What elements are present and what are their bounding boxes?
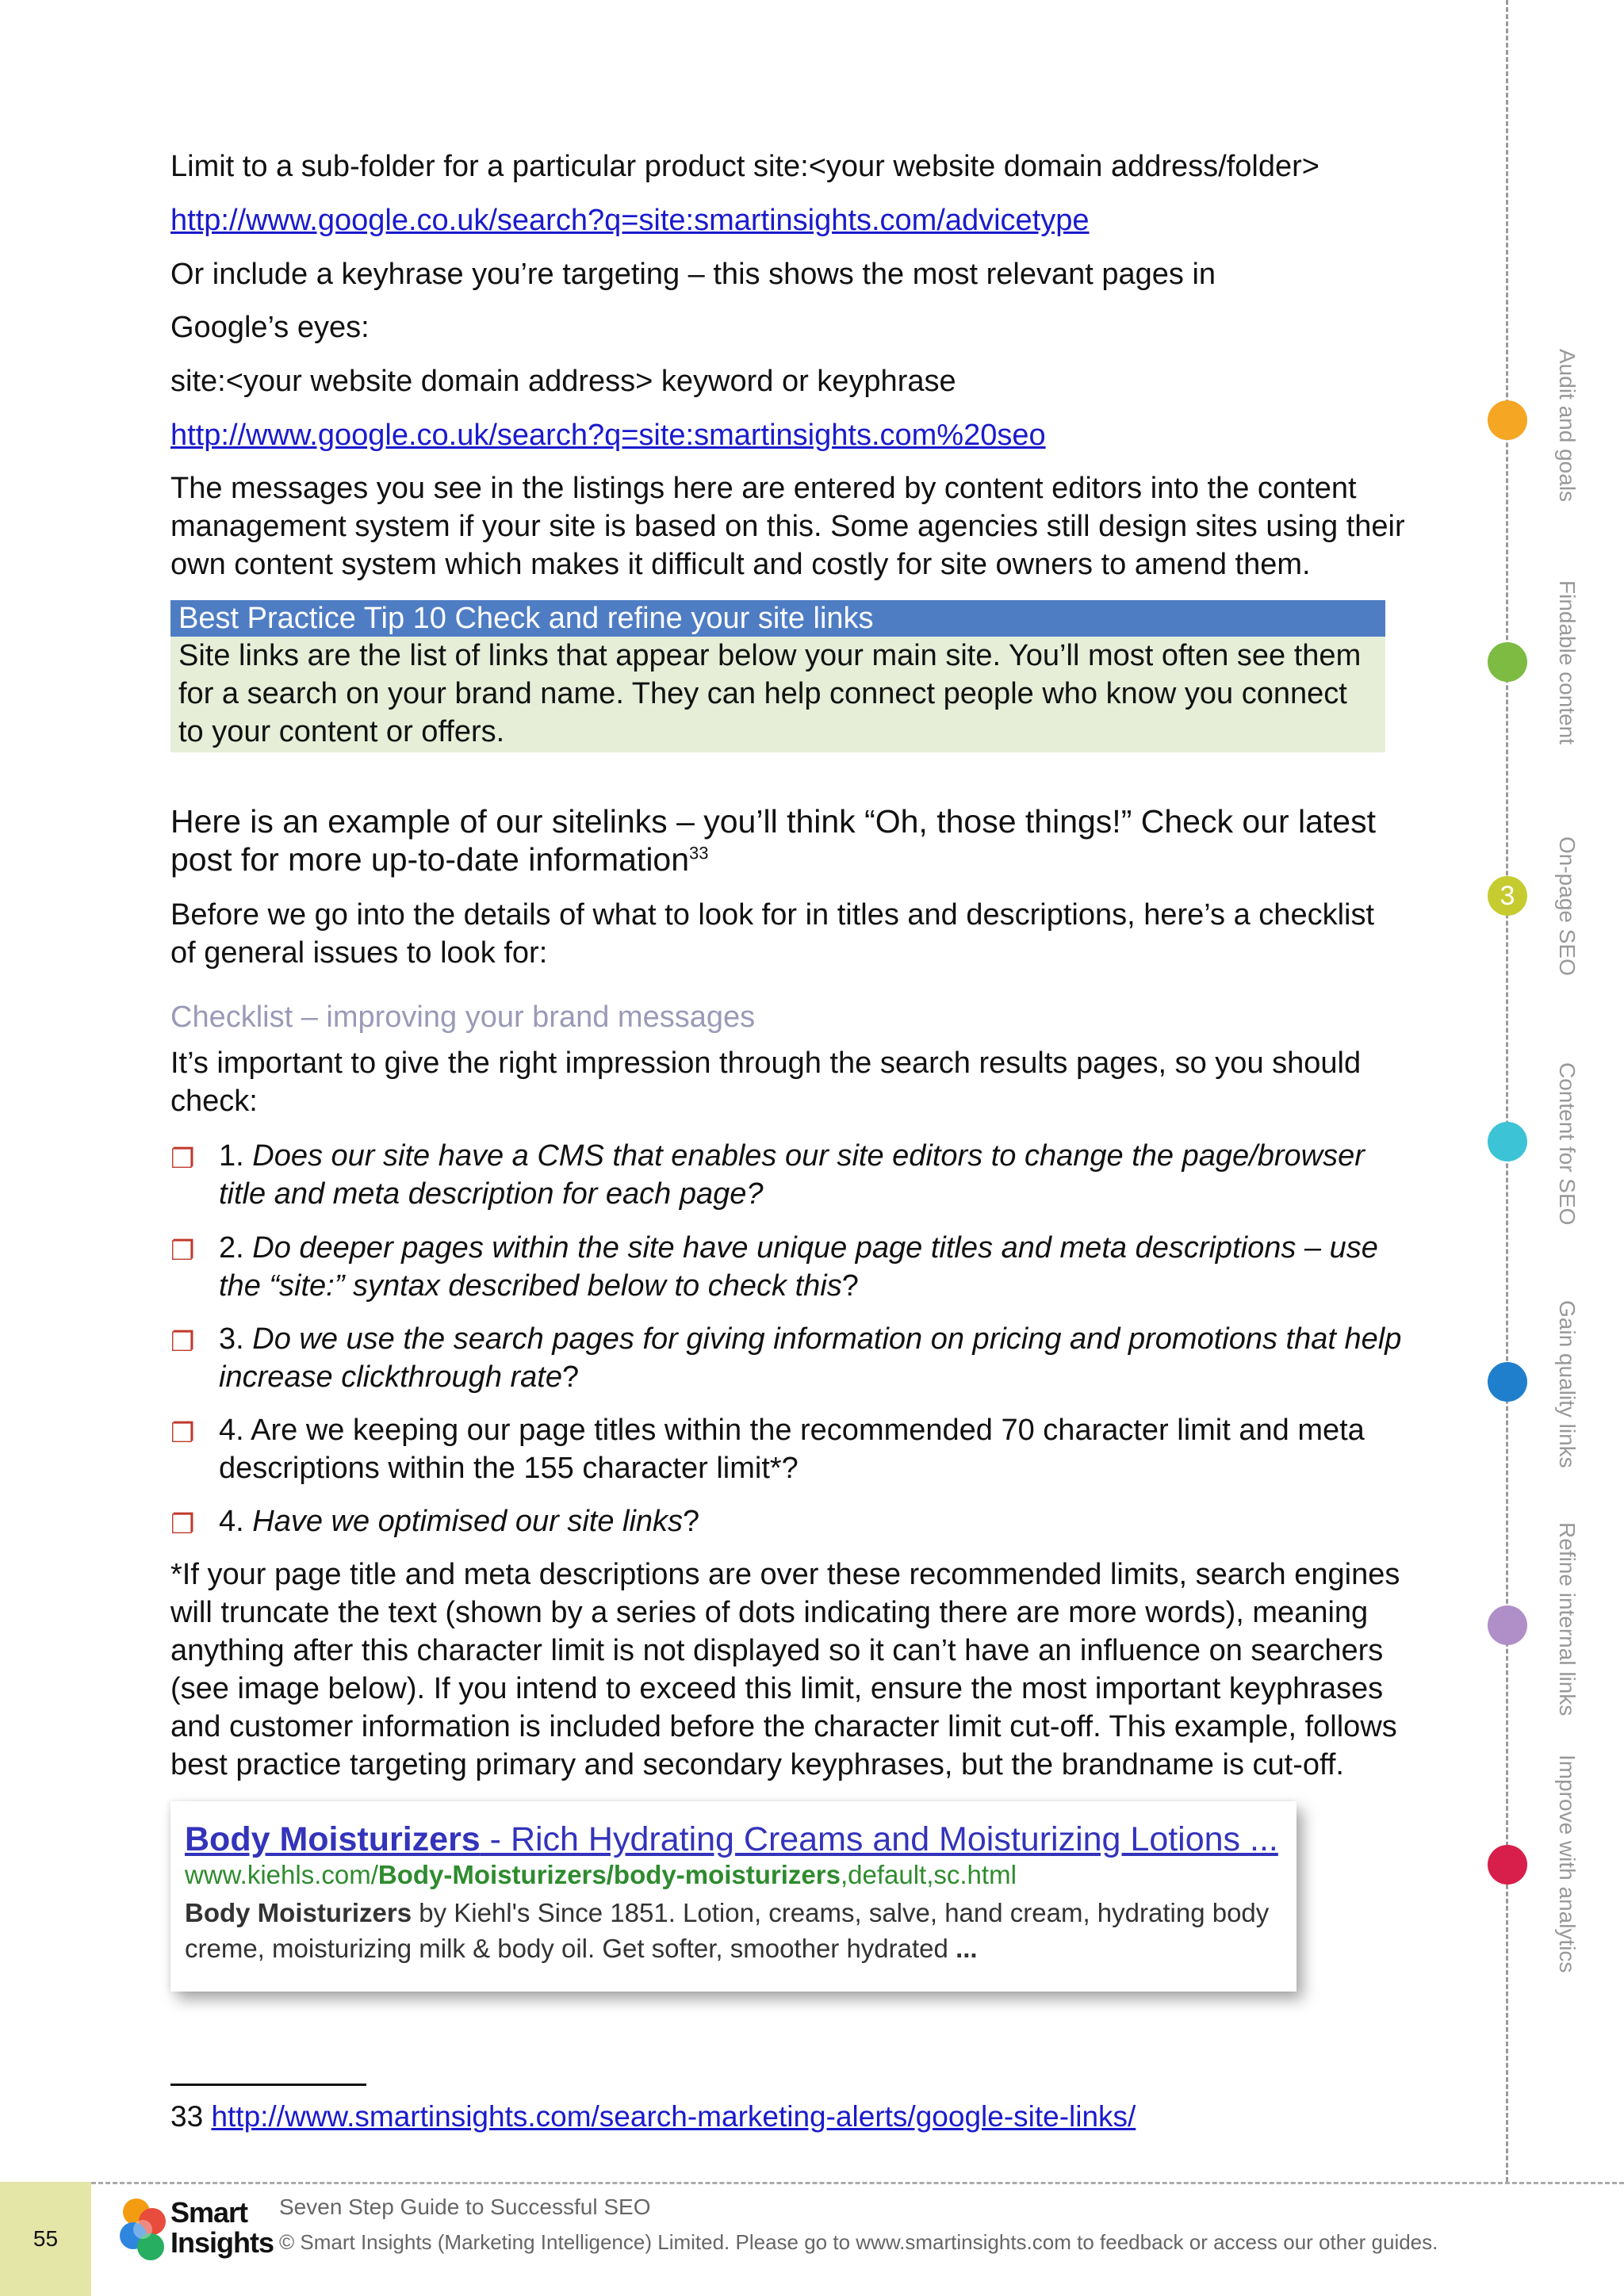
tip-text: Site links are the list of links that appear below your main site. You’ll most often see them for a search on your brand name. They can help connect people who know you connect to your content or offers. [170, 637, 1385, 752]
logo-line1: Smart [170, 2196, 248, 2229]
side-label-onpage[interactable]: On-page SEO [1555, 836, 1580, 976]
item-number: 3. [219, 1322, 244, 1356]
side-label-internal[interactable]: Refine internal links [1555, 1522, 1580, 1716]
serp-title-bold: Body Moisturizers [185, 1820, 481, 1858]
logo-line2: Insights [170, 2226, 274, 2259]
footnote-divider [170, 2084, 366, 2086]
item-question: Does our site have a CMS that enables our site editors to change the page/browser title and meta description for each page? [219, 1139, 1365, 1211]
google-seo-link[interactable]: http://www.google.co.uk/search?q=site:smartinsights.com%20seo [170, 419, 1046, 452]
step-4-dot[interactable] [1488, 1122, 1527, 1161]
serp-url-post: ,default,sc.html [840, 1860, 1017, 1889]
google-advicetype-link[interactable]: http://www.google.co.uk/search?q=site:smartinsights.com/advicetype [170, 204, 1090, 237]
item-question: Do we use the search pages for giving information on pricing and promotions that help increase clickthrough rate [219, 1322, 1402, 1394]
copyright: © Smart Insights (Marketing Intelligence) Limited. Please go to www.smartinsights.com to feedback or access our other guides. [279, 2230, 1438, 2254]
paragraph-link1 [170, 201, 1408, 239]
paragraph-site-syntax: site:<your website domain address> keyword or keyphrase [170, 365, 956, 398]
checklist-item [170, 1137, 1408, 1213]
step-6-dot[interactable] [1488, 1605, 1527, 1645]
checkbox-icon: ❐ [170, 1236, 195, 1266]
sitelinks-intro [170, 802, 1408, 878]
footer-divider [91, 2182, 1624, 2184]
serp-desc-rest: by Kiehl's Since 1851. Lotion, creams, salve, hand cream, hydrating body creme, moisturizing milk & body oil. Get softer, smoother hydrated [185, 1898, 1270, 1963]
paragraph-subfolder: Limit to a sub-folder for a particular product site:<your website domain address/folder> [170, 150, 1320, 183]
checkbox-icon: ❐ [170, 1510, 195, 1540]
checklist-intro: It’s important to give the right impression through the search results pages, so you should check: [170, 1047, 1362, 1118]
item-number: 1. [219, 1139, 244, 1173]
guide-title: Seven Step Guide to Successful SEO [279, 2195, 651, 2219]
serp-example [170, 1801, 1297, 1992]
serp-url-bold: Body-Moisturizers/body-moisturizers [377, 1860, 841, 1889]
footnote-ref[interactable]: 33 [689, 843, 709, 863]
item-number: 4. [219, 1505, 244, 1538]
item-question: Do deeper pages within the site have unique page titles and meta descriptions – use the “site:” syntax described below to check this [219, 1231, 1378, 1303]
paragraph-before-checklist: Before we go into the details of what to look for in titles and descriptions, here’s a checklist of general issues to look for: [170, 898, 1375, 970]
step-2-dot[interactable] [1488, 642, 1527, 682]
step-1-dot[interactable] [1488, 400, 1527, 440]
serp-description [185, 1895, 1295, 1966]
footnote-number: 33 [170, 2100, 204, 2133]
page-number: 55 [0, 2182, 91, 2296]
item-question: Have we optimised our site links [252, 1505, 684, 1538]
item-suffix: ? [841, 1269, 859, 1303]
serp-desc-bold: Body Moisturizers [185, 1898, 412, 1927]
serp-url [185, 1860, 1017, 1890]
checklist-item [170, 1229, 1408, 1305]
best-practice-tip [170, 600, 1385, 752]
paragraph-google-eyes: Google’s eyes: [170, 311, 370, 344]
step-7-dot[interactable] [1488, 1845, 1527, 1885]
checklist-item [170, 1502, 1408, 1540]
paragraph-messages: The messages you see in the listings here are entered by content editors into the content management system if your site is based on this. Some agencies still design sites using their own content system which makes it difficult and costly for site owners to amend them. [170, 472, 1405, 581]
step-5-dot[interactable] [1488, 1362, 1527, 1402]
side-label-analytics[interactable]: Improve with analytics [1555, 1755, 1580, 1973]
paragraph-keyphrase: Or include a keyhrase you’re targeting – this shows the most relevant pages in [170, 258, 1216, 291]
paragraph-link2 [170, 416, 1408, 454]
serp-url-pre: www.kiehls.com/ [185, 1860, 378, 1889]
serp-desc-end: ... [956, 1934, 978, 1963]
checklist-item [170, 1411, 1408, 1487]
item-suffix: Are we keeping our page titles within the recommended 70 character limit and meta descriptions within the 155 character limit*? [219, 1414, 1365, 1485]
serp-title-rest: - Rich Hydrating Creams and Moisturizing Lotions ... [480, 1820, 1278, 1858]
item-suffix: ? [683, 1505, 700, 1538]
tip-title: Best Practice Tip 10 Check and refine your site links [170, 600, 1385, 637]
checkbox-icon: ❐ [170, 1327, 195, 1357]
side-label-content[interactable]: Content for SEO [1555, 1062, 1580, 1226]
step-3-dot[interactable]: 3 [1488, 876, 1527, 916]
serp-title [185, 1820, 1278, 1859]
checkbox-icon: ❐ [170, 1418, 195, 1448]
checkbox-icon: ❐ [170, 1144, 195, 1174]
side-label-audit[interactable]: Audit and goals [1555, 349, 1580, 503]
footnote [170, 2099, 1136, 2134]
side-label-findable[interactable]: Findable content [1555, 580, 1580, 745]
sitelinks-intro-text: Here is an example of our sitelinks – you’ll think “Oh, those things!” Check our latest post for more up-to-date information [170, 803, 1376, 878]
truncation-note: *If your page title and meta descriptions are over these recommended limits, search engines will truncate the text (shown by a series of dots indicating there are more words), meaning anything after this character limit is not displayed so it can’t have an influence on searchers (see image below). If you intend to exceed this limit, ensure the most important keyphrases and customer information is included before the character limit cut-off. This example, follows best practice targeting primary and secondary keyphrases, but the brandname is cut-off. [170, 1558, 1400, 1781]
item-number: 2. [219, 1231, 244, 1265]
smart-insights-logo [119, 2196, 278, 2267]
footnote-link[interactable]: http://www.smartinsights.com/search-marketing-alerts/google-site-links/ [211, 2100, 1136, 2133]
logo-icon [119, 2196, 170, 2264]
item-number: 4. [219, 1414, 244, 1447]
checklist-heading: Checklist – improving your brand messages [170, 1001, 756, 1034]
side-label-links[interactable]: Gain quality links [1555, 1300, 1580, 1468]
checklist-item [170, 1320, 1408, 1396]
item-suffix: ? [562, 1360, 580, 1394]
